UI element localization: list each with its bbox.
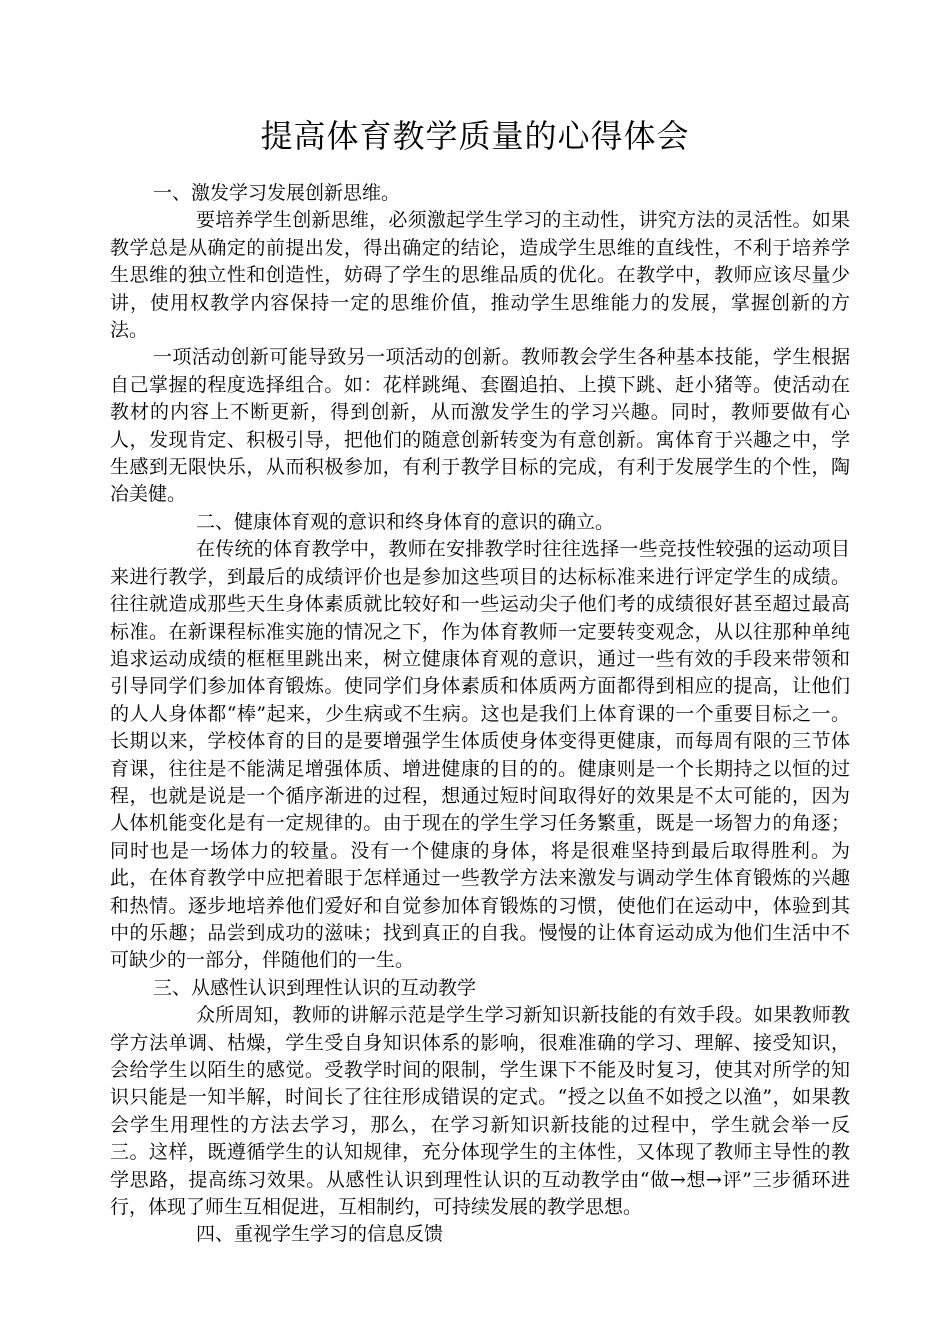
section-heading-1: 一、激发学习发展创新思维。	[153, 182, 401, 204]
paragraph: 要培养学生创新思维，必须激起学生学习的主动性，讲究方法的灵活性。如果教学总是从确定的前提出发，得出确定的结论，造成学生思维的直线性，不利于培养学生思维的独立性和创造性，妨碍了学生的思维品质的优化。在教学中，教师应该尽量少讲，使用权教学内容保持一定的思维价值，推动学生思维能力的发展，掌握创新的方法。	[110, 209, 850, 342]
document-body	[110, 180, 850, 1249]
document-title: 提高体育教学质量的心得体会	[260, 117, 690, 155]
paragraph: 一项活动创新可能导致另一项活动的创新。教师教会学生各种基本技能，学生根据自己掌握的程度选择组合。如：花样跳绳、套圈追拍、上摸下跳、赶小猪等。使活动在教材的内容上不断更新，得到创新，从而激发学生的学习兴趣。同时，教师要做有心人，发现肯定、积极引导，把他们的随意创新转变为有意创新。寓体育于兴趣之中，学生感到无限快乐，从而积极参加，有利于教学目标的完成，有利于发展学生的个性，陶冶美健。	[110, 346, 850, 506]
section-heading-3: 三、从感性认识到理性认识的互动教学	[153, 976, 477, 999]
paragraph: 在传统的体育教学中，教师在安排教学时往往选择一些竞技性较强的运动项目来进行教学，到最后的成绩评价也是参加这些项目的达标标准来进行评定学生的成绩。往往就造成那些天生身体素质就比较好和一些运动尖子他们考的成绩很好甚至超过最高标准。在新课程标准实施的情况之下，作为体育教师一定要转变观念，从以往那种单纯追求运动成绩的框框里跳出来，树立健康体育观的意识，通过一些有效的手段来带领和引导同学们参加体育锻炼。使同学们身体素质和体质两方面都得到相应的提高，让他们的人人身体都“棒”起来，少生病或不生病。这也是我们上体育课的一个重要目标之一。 长期以来，学校体育的目的是要增强学生体质使身体变得更健康，而每周有限的三节体育课，往往是不能满足增强体质、增进健康的目的的。健康则是一个长期持之以恒的过程，也就是说是一个循序渐进的过程，想通过短时间取得好的效果是不太可能的，因为人体机能变化是有一定规律的。由于现在的学生学习任务繁重，既是一场智力的角逐；同时也是一场体力的较量。没有一个健康的身体，将是很难坚持到最后取得胜利。为此，在体育教学中应把着眼于怎样通过一些教学方法来激发与调动学生体育锻炼的兴趣和热情。逐步地培养他们爱好和自觉参加体育锻炼的习惯，使他们在运动中，体验到其中的乐趣；品尝到成功的滋味；找到真正的自我。慢慢的让体育运动成为他们生活中不可缺少的一部分，伴随他们的一生。	[110, 538, 850, 972]
section-heading-2: 二、健康体育观的意识和终身体育的意识的确立。	[196, 510, 615, 533]
section-heading-4: 四、重视学生学习的信息反馈	[196, 1223, 444, 1246]
paragraph: 众所周知，教师的讲解示范是学生学习新知识新技能的有效手段。如果教师教学方法单调、枯燥，学生受自身知识体系的影响，很难准确的学习、理解、接受知识，会给学生以陌生的感觉。受教学时间的限制，学生课下不能及时复习，使其对所学的知识只能是一知半解，时间长了往往形成错误的定式。“授之以鱼不如授之以渔”，如果教会学生用理性的方法去学习，那么，在学习新知识新技能的过程中，学生就会举一反三。这样，既遵循学生的认知规律，充分体现学生的主体性，又体现了教师主导性的教学思路，提高练习效果。从感性认识到理性认识的互动教学由“做→想→评”三步循环进行，体现了师生互相促进，互相制约，可持续发展的教学思想。	[110, 1004, 850, 1219]
